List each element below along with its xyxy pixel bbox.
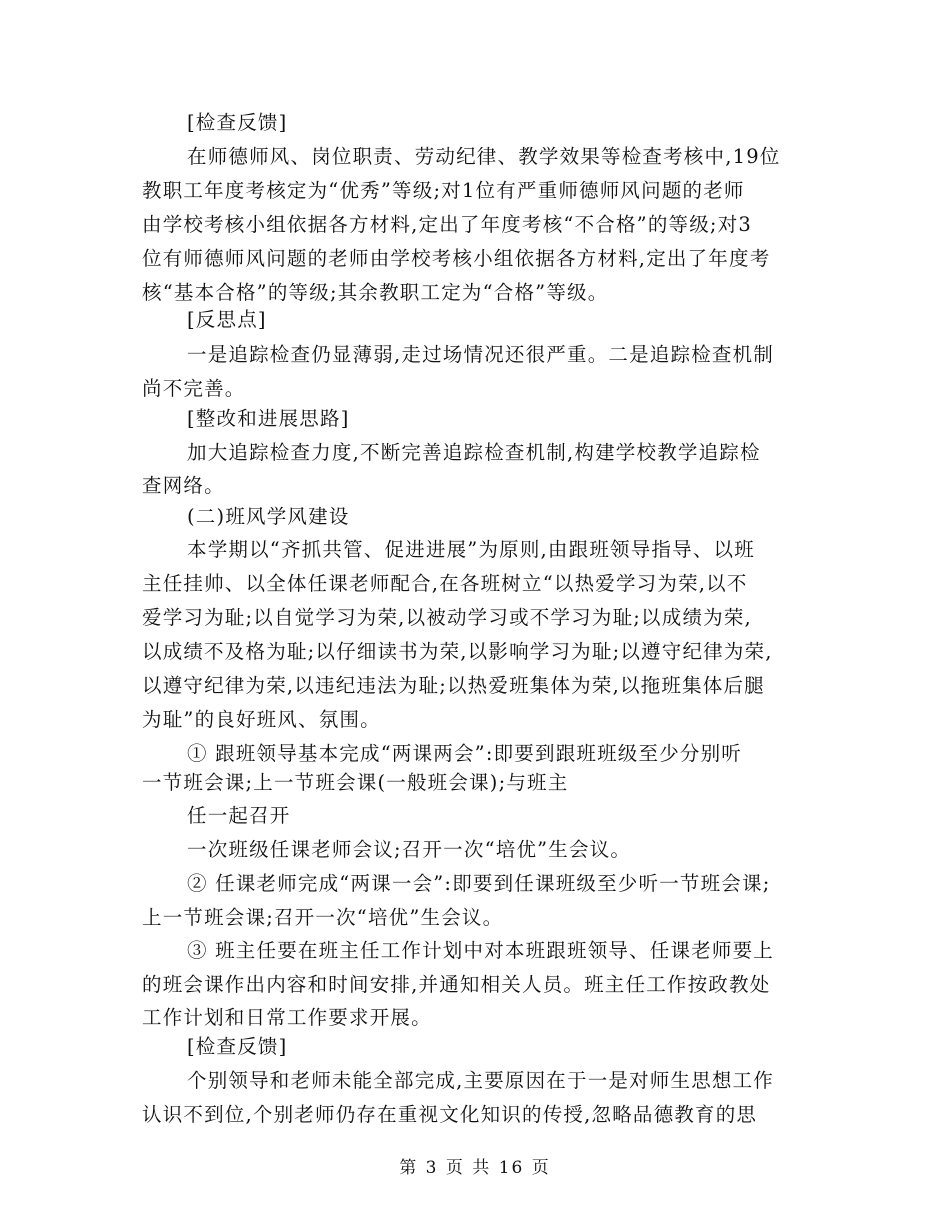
paragraph-line: 上一节班会课;召开一次“培优”生会议。	[142, 906, 504, 929]
heading-inspection-feedback: [检查反馈]	[187, 1035, 288, 1058]
paragraph-line: 在师德师风、岗位职责、劳动纪律、教学效果等检查考核中,19位	[187, 145, 781, 168]
paragraph-line: 个别领导和老师未能全部完成,主要原因在于一是对师生思想工作	[187, 1069, 774, 1092]
paragraph-line: 为耻”的良好班风、氛围。	[142, 708, 381, 731]
paragraph-line: 尚不完善。	[142, 377, 246, 400]
paragraph-line: 任一起召开	[187, 804, 291, 827]
paragraph-line: 查网络。	[142, 474, 225, 497]
heading-improvement: [整改和进展思路]	[187, 407, 350, 430]
paragraph-line: 教职工年度考核定为“优秀”等级;对1位有严重师德师风问题的老师	[142, 179, 745, 202]
paragraph-line: 一次班级任课老师会议;召开一次“培优”生会议。	[187, 838, 632, 861]
paragraph-line: 工作计划和日常工作要求开展。	[142, 1006, 432, 1029]
heading-reflection: [反思点]	[187, 308, 267, 331]
paragraph-line: 由学校考核小组依据各方材料,定出了年度考核“不合格”的等级;对3	[142, 213, 753, 236]
paragraph-line: 爱学习为耻;以自觉学习为荣,以被动学习或不学习为耻;以成绩为荣,	[142, 606, 752, 629]
list-item-1: ① 跟班领导基本完成“两课两会”:即要到跟班班级至少分别听	[187, 742, 743, 765]
paragraph-line: 加大追踪检查力度,不断完善追踪检查机制,构建学校教学追踪检	[187, 441, 761, 464]
list-item-3: ③ 班主任要在班主任工作计划中对本班跟班领导、任课老师要上	[187, 939, 774, 962]
paragraph-line: 认识不到位,个别老师仍存在重视文化知识的传授,忽略品德教育的思	[142, 1103, 758, 1126]
paragraph-line: 核“基本合格”的等级;其余教职工定为“合格”等级。	[142, 281, 609, 304]
paragraph-line: 本学期以“齐抓共管、促进进展”为原则,由跟班领导指导、以班	[187, 538, 755, 561]
paragraph-line: 主任挂帅、以全体任课老师配合,在各班树立“以热爱学习为荣,以不	[142, 572, 748, 595]
paragraph-line: 一是追踪检查仍显薄弱,走过场情况还很严重。二是追踪检查机制	[187, 343, 774, 366]
list-item-2: ② 任课老师完成“两课一会”:即要到任课班级至少听一节班会课;	[187, 872, 771, 895]
heading-inspection-feedback: [检查反馈]	[187, 111, 288, 134]
paragraph-line: 以成绩不及格为耻;以仔细读书为荣,以影响学习为耻;以遵守纪律为荣,	[142, 640, 773, 663]
paragraph-line: 以遵守纪律为荣,以违纪违法为耻;以热爱班集体为荣,以拖班集体后腿	[142, 674, 765, 697]
paragraph-line: 位有师德师风问题的老师由学校考核小组依据各方材料,定出了年度考	[142, 247, 771, 270]
page-number-footer: 第 3 页 共 16 页	[399, 1158, 551, 1178]
paragraph-line: 一节班会课;上一节班会课(一般班会课);与班主	[142, 771, 569, 794]
section-heading: (二)班风学风建设	[187, 505, 350, 528]
paragraph-line: 的班会课作出内容和时间安排,并通知相关人员。班主任工作按政教处	[142, 973, 771, 996]
